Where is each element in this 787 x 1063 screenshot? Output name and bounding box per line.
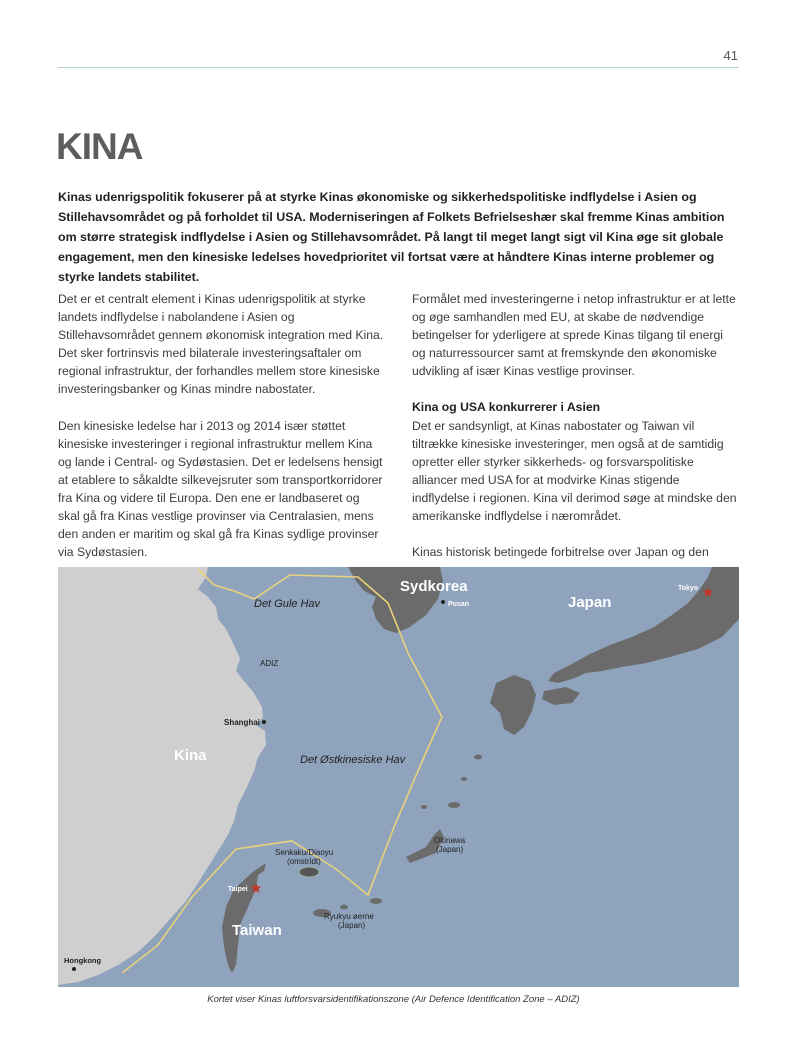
label-pusan: Pusan bbox=[448, 601, 470, 608]
label-kina: Kina bbox=[174, 747, 207, 764]
header-rule bbox=[58, 67, 739, 68]
label-taiwan: Taiwan bbox=[232, 922, 282, 939]
shanghai-marker bbox=[262, 720, 266, 724]
label-okinawa-status: (Japan) bbox=[436, 845, 464, 854]
right-paragraph-1: Formålet med investeringerne i netop infrastruktur er at lette og øge samhandlen med EU, at skabe de nødvendige betingelser for yderligere at sprede Kinas tilgang til energi og naturressourcer samt at fremskynde den økonomiske udvikling af især Kinas vestlige provinser. bbox=[412, 292, 736, 379]
map-caption: Kortet viser Kinas luftforsvarsidentifikationszone (Air Defence Identification Zone – ADIZ) bbox=[207, 994, 580, 1005]
senkaku-islands bbox=[299, 867, 319, 877]
label-ostkinesiske-hav: Det Østkinesiske Hav bbox=[300, 754, 406, 766]
adiz-map bbox=[58, 567, 739, 987]
right-column bbox=[412, 290, 738, 579]
label-japan: Japan bbox=[568, 594, 612, 611]
label-shanghai: Shanghai bbox=[224, 718, 261, 727]
lead-paragraph: Kinas udenrigspolitik fokuserer på at styrke Kinas økonomiske og sikkerhedspolitiske indflydelse i Asien og Stillehavsområdet og på forholdet til USA. Moderniseringen af Folkets Befrielseshær skal fremme Kinas ambition om større strategisk indflydelse i Asien og Stillehavsområdet. På langt til meget langt sigt vil Kina øge sit globale engagement, men den kinesiske ledelses hovedprioritet vil fortsat være at håndtere Kinas interne problemer og styrke landets stabilitet. bbox=[58, 190, 725, 284]
label-adiz: ADIZ bbox=[260, 659, 279, 668]
label-ryukyu-status: (Japan) bbox=[338, 921, 366, 930]
island-6 bbox=[340, 905, 348, 910]
label-ryukyu: Ryukyu øerne bbox=[324, 912, 374, 921]
island-1 bbox=[474, 755, 482, 760]
island-8 bbox=[492, 699, 497, 702]
label-hongkong: Hongkong bbox=[64, 956, 102, 965]
right-paragraph-3: Kinas historisk betingede forbitrelse over Japan og den bbox=[412, 545, 709, 560]
label-senkaku: Senkaku/Diaoyu bbox=[275, 848, 334, 857]
island-4 bbox=[421, 805, 427, 809]
island-3 bbox=[448, 802, 460, 808]
right-paragraph-2: Det er sandsynligt, at Kinas nabostater og Taiwan vil tiltrække kinesiske investeringer, men også at de samtidig opretter eller styrker sikkerheds- og forsvarspolitiske alliancer med USA for at modvirke Kinas stigende indflydelse i regionen. Kina vil derimod søge at mindske den amerikanske indflydelse i nærområdet. bbox=[412, 418, 737, 524]
left-paragraph-2: Den kinesiske ledelse har i 2013 og 2014 især støttet kinesiske investeringer i regional infrastruktur mellem Kina og lande i Central- og Sydøstasien. Det er ledelsens hensigt at etablere to såkaldte silkevejsruter som transportkorridorer fra Kina og videre til Europa. Den ene er landbaseret og skal gå fra Kinas vestlige provinser via Centralasien, mens den anden er maritim og skal gå fra Kinas sydlige provinser via Sydøstasien. bbox=[58, 418, 383, 560]
left-paragraph-1: Det er et centralt element i Kinas udenrigspolitik at styrke landets indflydelse i nabolandene i Asien og Stillehavsområdet gennem økonomisk integration med Kina. Det sker fortrinsvis med bilaterale investeringsaftaler om regional infrastruktur, der forhandles mellem store kinesiske investeringsbanker og Kinas mindre nabostater. bbox=[58, 292, 384, 397]
page-title: KINA bbox=[56, 126, 143, 167]
label-taipei: Taipei bbox=[228, 886, 248, 893]
hongkong-marker bbox=[72, 967, 76, 971]
label-senkaku-status: (omstridt) bbox=[287, 857, 321, 866]
pusan-marker bbox=[441, 600, 445, 604]
section-subheading: Kina og USA konkurrerer i Asien bbox=[412, 400, 601, 415]
page-number: 41 bbox=[723, 48, 738, 63]
island-2 bbox=[461, 777, 467, 781]
island-5 bbox=[370, 898, 382, 904]
label-sydkorea: Sydkorea bbox=[400, 578, 468, 595]
label-okinawa: Okinawa bbox=[434, 836, 466, 845]
label-tokyo: Tokyo bbox=[678, 585, 699, 592]
label-gule-hav: Det Gule Hav bbox=[254, 598, 321, 610]
left-column bbox=[58, 290, 384, 579]
